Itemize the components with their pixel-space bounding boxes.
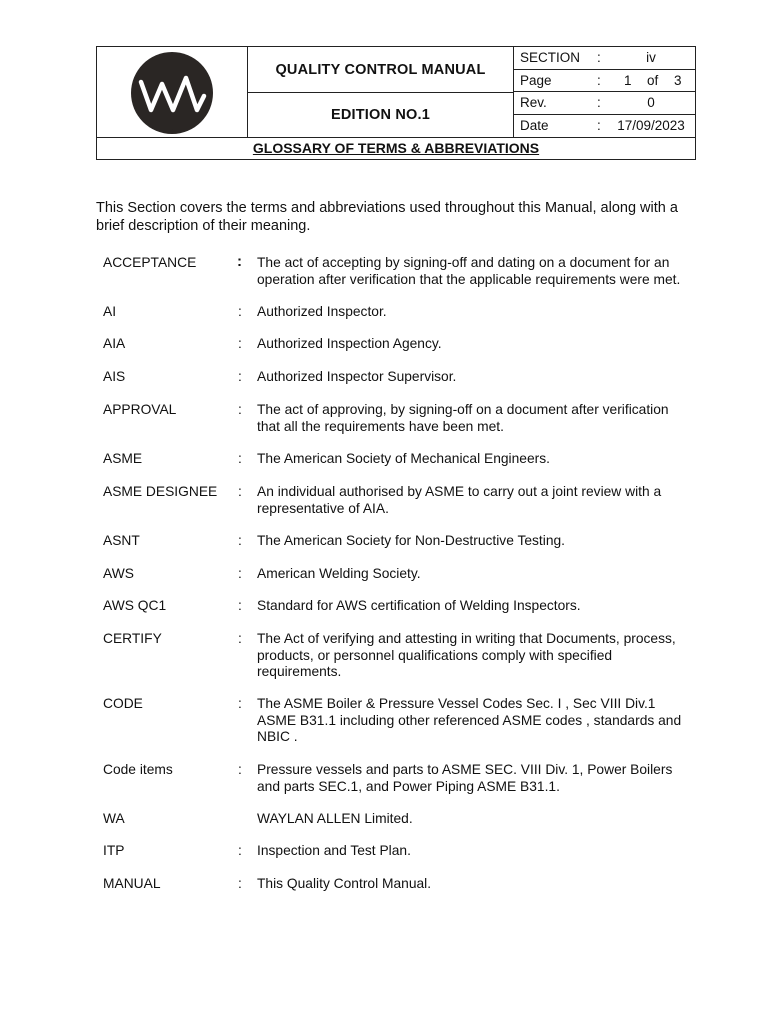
glossary-term: AWS QC1 — [103, 598, 167, 613]
glossary-definition: Authorized Inspector Supervisor. — [257, 369, 457, 384]
glossary-definition: Standard for AWS certification of Welding Inspectors. — [257, 598, 581, 613]
glossary-definition: An individual authorised by ASME to carry out a joint review with a representative of AIA. — [257, 484, 662, 516]
section-row — [514, 47, 695, 70]
page-of: of — [647, 72, 659, 88]
glossary-title: GLOSSARY OF TERMS & ABBREVIATIONS — [97, 137, 695, 159]
glossary-colon: : — [238, 336, 242, 351]
glossary-definition: Inspection and Test Plan. — [257, 843, 411, 858]
date-value: 17/09/2023 — [617, 117, 685, 133]
glossary-definition: The act of accepting by signing-off and dating on a document for an operation after verification that the applicable requirements were met. — [257, 255, 681, 287]
rev-label: Rev. — [520, 95, 547, 110]
glossary-definition: Authorized Inspector. — [257, 304, 387, 319]
company-logo — [131, 52, 213, 134]
glossary-term: AWS — [103, 566, 134, 581]
glossary-term: ITP — [103, 843, 125, 858]
glossary-term: MANUAL — [103, 876, 161, 891]
page-total: 3 — [674, 72, 682, 88]
page-colon: : — [597, 72, 601, 88]
section-value: iv — [646, 50, 656, 65]
glossary-colon: : — [238, 304, 242, 319]
document-meta — [514, 47, 695, 137]
logo-cell — [97, 47, 248, 137]
glossary-term: CODE — [103, 696, 143, 711]
manual-title: QUALITY CONTROL MANUAL — [248, 47, 513, 93]
glossary-definition: The Act of verifying and attesting in writing that Documents, process, products, or personnel qualifications comply with specified requirements. — [257, 631, 676, 679]
glossary-colon: : — [238, 696, 242, 711]
glossary-term: ACCEPTANCE — [103, 255, 197, 270]
date-row — [514, 115, 695, 138]
glossary-colon: : — [238, 843, 242, 858]
glossary-term: AIA — [103, 336, 126, 351]
glossary-term: APPROVAL — [103, 402, 177, 417]
glossary-colon: : — [238, 533, 242, 548]
glossary-colon: : — [238, 402, 242, 417]
glossary-definition: The American Society for Non-Destructive Testing. — [257, 533, 566, 548]
glossary-term: AIS — [103, 369, 126, 384]
document-header — [96, 46, 696, 160]
page-label: Page — [520, 72, 552, 88]
glossary-definition: The act of approving, by signing-off on a document after verification that all the requirements have been met. — [257, 402, 669, 434]
date-colon: : — [597, 117, 601, 133]
glossary-term: AI — [103, 304, 117, 319]
section-colon: : — [597, 50, 601, 65]
glossary-colon: : — [238, 566, 242, 581]
glossary-colon: : — [238, 631, 242, 646]
rev-value: 0 — [647, 95, 655, 110]
glossary-colon: : — [238, 762, 242, 777]
glossary-definition: American Welding Society. — [257, 566, 421, 581]
page-row — [514, 70, 695, 93]
glossary-definition: The American Society of Mechanical Engineers. — [257, 451, 550, 466]
title-cell — [248, 47, 514, 137]
glossary-term: ASME — [103, 451, 143, 466]
logo-text: WA — [172, 130, 174, 131]
glossary-colon: : — [238, 369, 242, 384]
edition-label: EDITION NO.1 — [330, 107, 431, 123]
rev-colon: : — [597, 95, 601, 110]
glossary-definition: The ASME Boiler & Pressure Vessel Codes Sec. I , Sec VIII Div.1 ASME B31.1 including other referenced ASME codes , standards and NBIC . — [257, 696, 682, 744]
section-label: SECTION — [520, 50, 581, 65]
glossary-definition: WAYLAN ALLEN Limited. — [257, 811, 413, 826]
glossary-term: WA — [103, 811, 125, 826]
logo-wa-mark-icon — [131, 52, 213, 134]
glossary-term: Code items — [103, 762, 173, 777]
glossary-colon: : — [238, 451, 242, 466]
rev-row — [514, 92, 695, 115]
glossary-term: ASNT — [103, 533, 140, 548]
glossary-definition: Authorized Inspection Agency. — [257, 336, 442, 351]
glossary-colon: : — [237, 253, 242, 270]
glossary-colon: : — [238, 484, 242, 499]
glossary-term: ASME DESIGNEE — [103, 484, 218, 499]
intro-paragraph: This Section covers the terms and abbreviations used throughout this Manual, along with a brief description of their meaning. — [96, 200, 678, 234]
date-label: Date — [520, 117, 549, 133]
glossary-definition: Pressure vessels and parts to ASME SEC. VIII Div. 1, Power Boilers and parts SEC.1, and Power Piping ASME B31.1. — [257, 762, 673, 794]
glossary-definition: This Quality Control Manual. — [257, 876, 432, 891]
glossary-term: CERTIFY — [103, 631, 162, 646]
glossary-colon: : — [238, 598, 242, 613]
page-number: 1 — [624, 72, 632, 88]
glossary-colon: : — [238, 876, 242, 891]
